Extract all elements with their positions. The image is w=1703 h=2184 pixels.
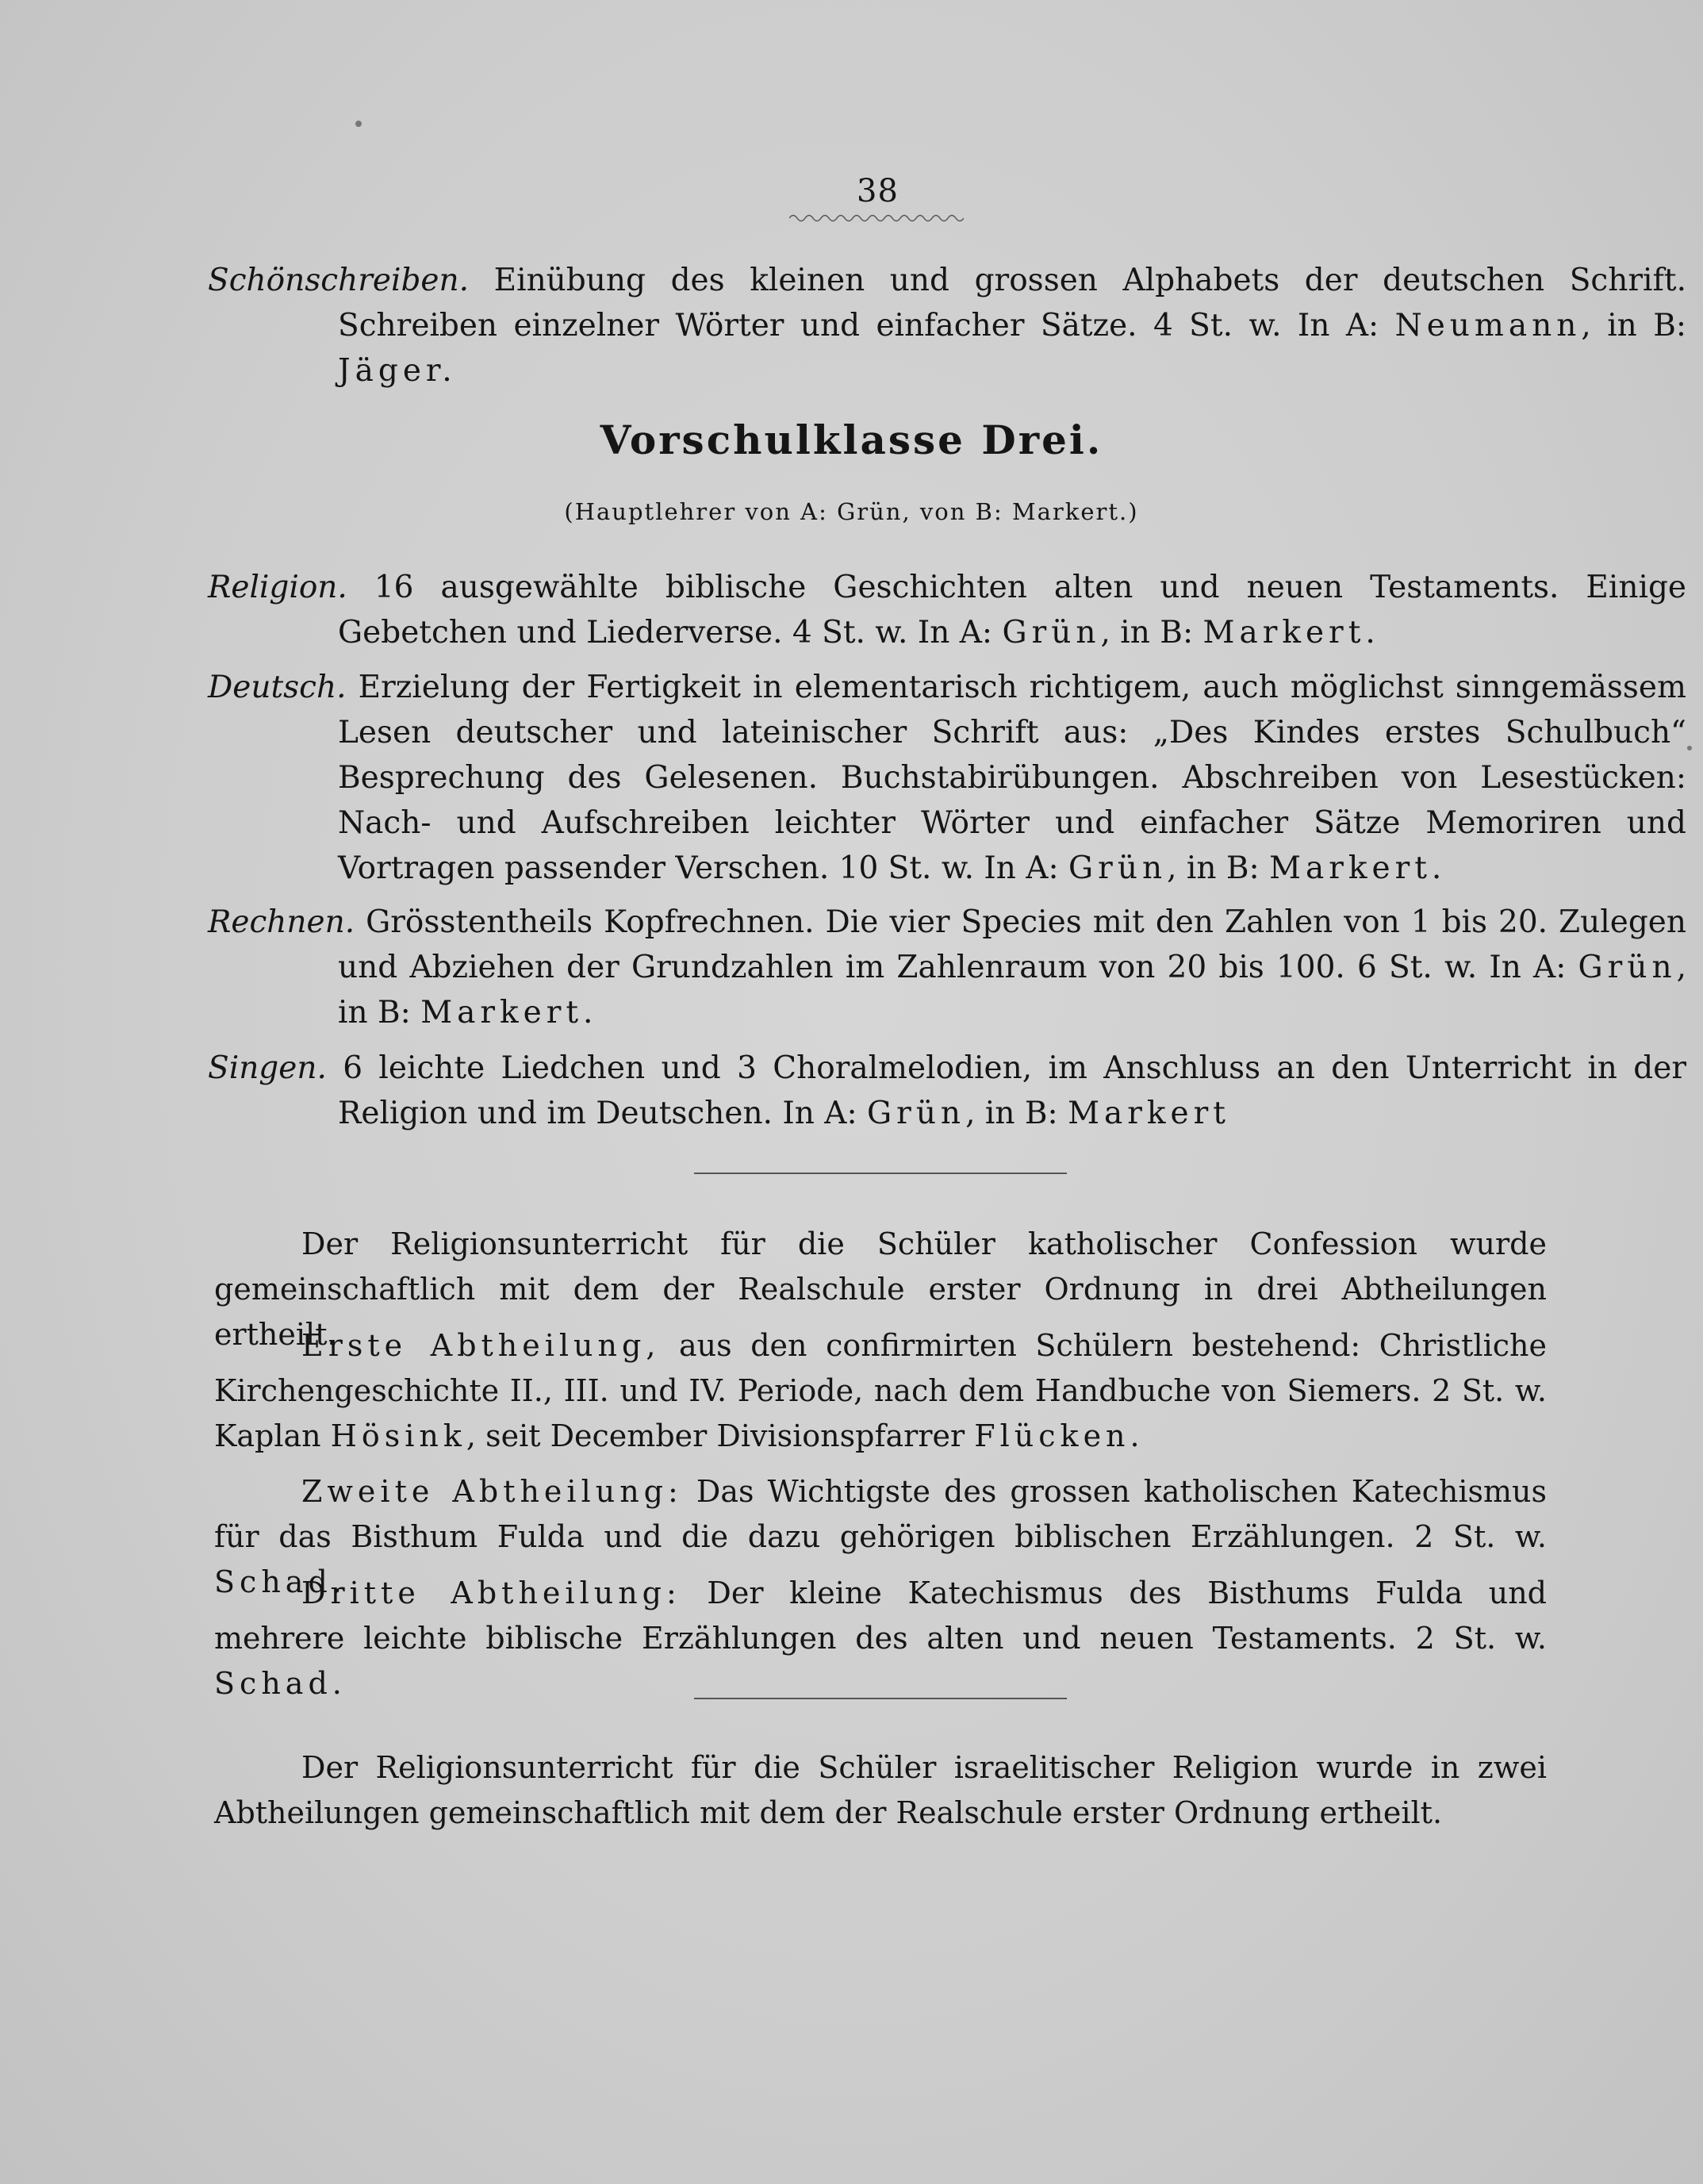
teacher-name: Grün — [867, 1096, 966, 1131]
teacher-name: Flücken. — [974, 1418, 1145, 1453]
entry-label: Rechnen. — [208, 904, 355, 940]
paragraph-text: Das Wichtigste des grossen katholischen Katechismus für das Bisthum Fulda und die dazu gehörigen biblischen Erzählungen. 2 St. w. — [214, 1474, 1547, 1554]
entry-label: Religion. — [208, 570, 347, 605]
entry-schoenschreiben — [208, 258, 1686, 393]
paragraph-erste-abtheilung — [214, 1323, 1547, 1459]
teacher-name: Hösink — [330, 1418, 466, 1453]
entry-rechnen — [208, 900, 1686, 1035]
teacher-name: Neumann — [1394, 308, 1582, 344]
section-subheading: (Hauptlehrer von A: Grün, von B: Markert.) — [564, 498, 1139, 525]
divider-rule — [694, 1698, 1067, 1699]
entry-text: , in B: — [1167, 850, 1260, 886]
entry-singen — [208, 1046, 1686, 1136]
entry-text: 6 leichte Liedchen und 3 Choralmelodien, im Anschluss an den Unterricht in der Religion und im Deutschen. In A: — [338, 1050, 1686, 1131]
teacher-name: Schad. — [214, 1564, 347, 1599]
entry-text: , in B: — [1581, 308, 1686, 344]
entry-text: , in B: — [965, 1096, 1058, 1131]
entry-text: Einübung des kleinen und grossen Alphabets der deutschen Schrift. Schreiben einzelner Wörter und einfacher Sätze. 4 St. w. In A: — [338, 263, 1687, 344]
entry-text: , in B: — [1100, 615, 1194, 651]
teacher-name: Grün — [1002, 615, 1101, 651]
teacher-name: Grün — [1068, 850, 1168, 886]
paragraph-text: Der Religionsunterricht für die Schüler israelitischer Religion wurde in zwei Abtheilungen gemeinschaftlich mit dem der Realschule erster Ordnung ertheilt. — [214, 1750, 1547, 1830]
teacher-name: Markert. — [420, 995, 598, 1031]
entry-text: Grösstentheils Kopfrechnen. Die vier Species mit den Zahlen von 1 bis 20. Zulegen und Abziehen der Grundzahlen im Zahlenraum von 20 bis 100. 6 St. w. In A: — [338, 904, 1686, 985]
division-label: Zweite Abtheilung: — [301, 1474, 683, 1509]
entry-label: Deutsch. — [208, 670, 347, 705]
division-label: Dritte Abtheilung: — [301, 1576, 681, 1610]
entry-label: Schönschreiben. — [208, 263, 470, 298]
teacher-name: Schad. — [214, 1666, 347, 1701]
entry-text: 16 ausgewählte biblische Geschichten alten und neuen Testaments. Einige Gebetchen und Liederverse. 4 St. w. In A: — [338, 570, 1686, 651]
paragraph-text: aus den confirmirten Schülern bestehend: Christliche Kirchengeschichte II., III. und IV. Periode, nach dem Handbuche von Siemers. 2 St. w. Kaplan — [214, 1328, 1547, 1453]
paragraph-text: Der Religionsunterricht für die Schüler katholischer Confession wurde gemeinschaftlich mit dem der Realschule erster Ordnung in drei Abtheilungen ertheilt. — [214, 1226, 1547, 1352]
scan-speck — [355, 121, 362, 127]
page-number: 38 — [857, 173, 899, 209]
teacher-name: Jäger. — [338, 353, 457, 389]
entry-label: Singen. — [208, 1050, 327, 1086]
entry-text: Erzielung der Fertigkeit in elementarisch richtigem, auch möglichst sinngemässem Lesen deutscher und lateinischer Schrift aus: „Des Kindes erstes Schulbuch“ Besprechung des Gelesenen. Buchstabirübungen. Abschreiben von Lesestücken: Nach- und Aufschreiben leichter Wörter und einfacher Sätze Memoriren und Vortragen passender Verschen. 10 St. w. In A: — [338, 670, 1686, 886]
divider-rule — [694, 1173, 1067, 1174]
entry-religion — [208, 565, 1686, 655]
entry-text: , in B: — [338, 950, 1686, 1031]
section-heading: Vorschulklasse Drei. — [600, 416, 1103, 463]
scan-speck — [1687, 746, 1692, 750]
paragraph-text: , seit December Divisionspfarrer — [466, 1418, 965, 1453]
paragraph-dritte-abtheilung — [214, 1571, 1547, 1706]
ornament-squiggle — [789, 213, 964, 224]
teacher-name: Markert. — [1202, 615, 1380, 651]
teacher-name: Markert — [1068, 1096, 1230, 1131]
division-label: Erste Abtheilung, — [301, 1328, 661, 1363]
entry-deutsch — [208, 665, 1686, 891]
paragraph-text: Der kleine Katechismus des Bisthums Fulda und mehrere leichte biblische Erzählungen des alten und neuen Testaments. 2 St. w. — [214, 1576, 1547, 1656]
paragraph-israelite — [214, 1745, 1547, 1836]
teacher-name: Markert. — [1269, 850, 1447, 886]
teacher-name: Grün — [1578, 950, 1677, 985]
